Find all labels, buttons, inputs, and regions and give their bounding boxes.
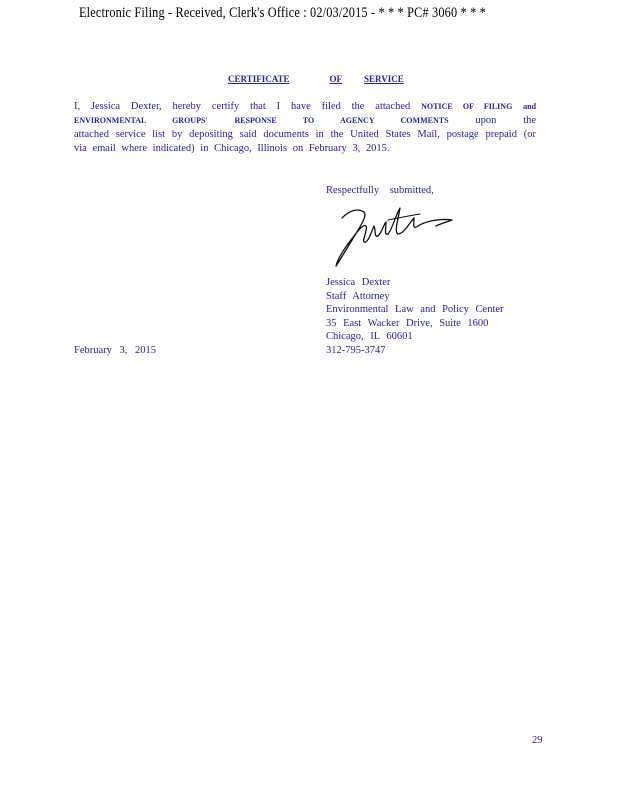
signer-phone: 312-795-3747 (326, 344, 386, 356)
environmental-groups-title: ENVIRONMENTAL GROUPS' (74, 116, 208, 125)
paragraph-line-4: via email where indicated) in Chicago, Illinois on February 3, 2015. (74, 143, 390, 154)
handwritten-signature (328, 200, 458, 270)
response-title: RESPONSE TO AGENCY COMMENTS (234, 116, 449, 125)
paragraph-line-3: attached service list by depositing said documents in the United States Mail, postage prepaid (or (74, 129, 536, 140)
notice-of-filing-title: NOTICE OF FILING (421, 102, 513, 111)
paragraph-line-1 (74, 100, 536, 114)
paragraph-line-2 (74, 114, 536, 128)
certificate-title-word-1: CERTIFICATE (228, 74, 290, 84)
document-date: February 3, 2015 (74, 345, 157, 356)
signer-title: Staff Attorney (326, 290, 390, 302)
conjunction-and: and (523, 102, 537, 111)
signer-address-block (326, 276, 504, 358)
certificate-title (228, 74, 404, 84)
page-number: 29 (532, 735, 543, 746)
signer-street: 35 East Wacker Drive, Suite 1600 (326, 317, 489, 329)
filing-stamp-header: Electronic Filing - Received, Clerk's Office : 02/03/2015 - * * * PC# 3060 * * * (79, 5, 486, 21)
upon-the-text: upon the (475, 115, 537, 126)
certify-statement: I, Jessica Dexter, hereby certify that I have filed the attached (74, 101, 411, 112)
signer-city: Chicago, IL 60601 (326, 331, 413, 343)
certificate-title-word-3: SERVICE (364, 74, 404, 84)
certification-paragraph (74, 100, 536, 156)
certificate-title-word-2: OF (329, 74, 343, 84)
signer-organization: Environmental Law and Policy Center (326, 304, 504, 316)
signer-name: Jessica Dexter (326, 277, 391, 288)
respectfully-submitted: Respectfully submitted, (326, 185, 434, 196)
